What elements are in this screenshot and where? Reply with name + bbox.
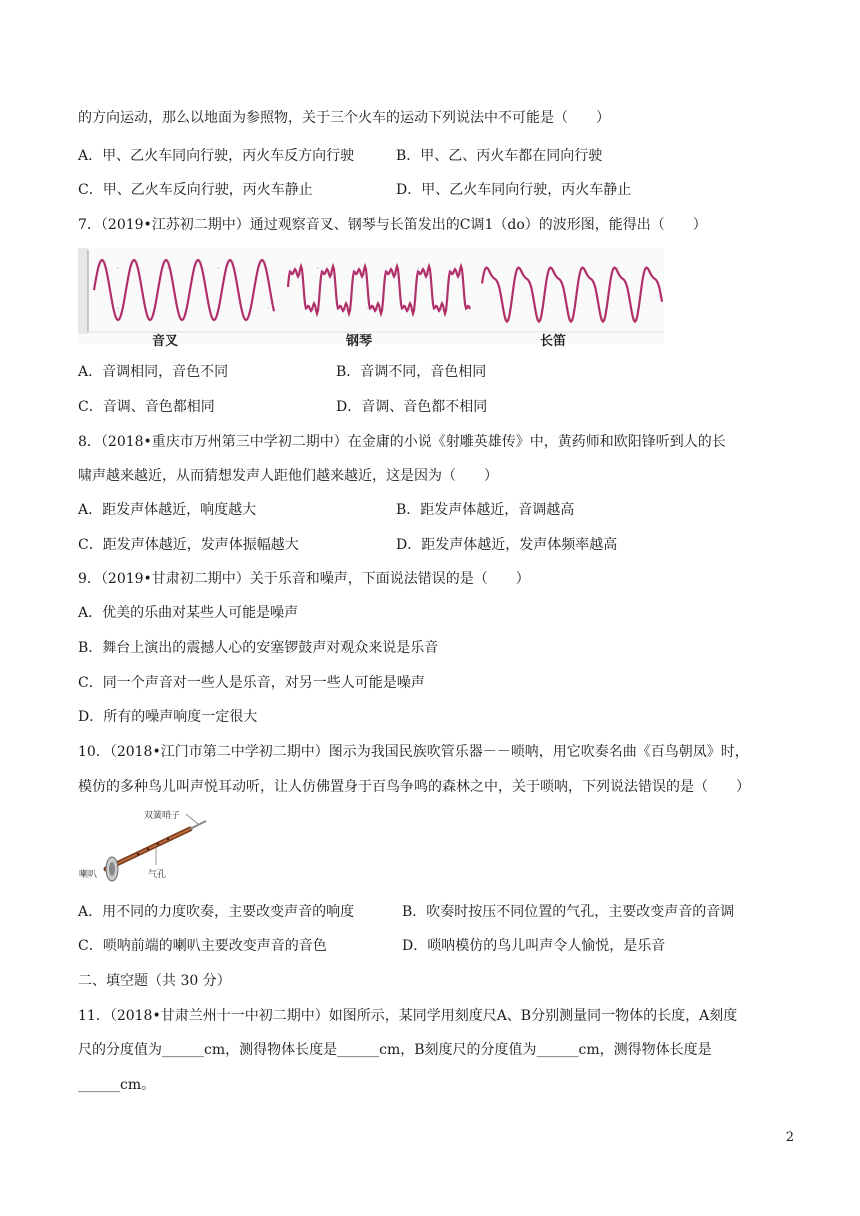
q9-option-a: A．优美的乐曲对某些人可能是噪声 <box>78 605 299 621</box>
q8-option-b: B．距发声体越近，音调越高 <box>396 502 575 518</box>
q9-option-c: C．同一个声音对一些人是乐音，对另一些人可能是噪声 <box>78 675 425 691</box>
q10-option-a: A．用不同的力度吹奏，主要改变声音的响度 <box>78 904 355 920</box>
flute-label: 长笛 <box>540 334 567 349</box>
q6-stem: 的方向运动，那么以地面为参照物，关于三个火车的运动下列说法中不可能是（ ） <box>78 110 610 126</box>
page-number: 2 <box>785 1130 794 1145</box>
q6-option-b: B．甲、乙、丙火车都在同向行驶 <box>396 148 603 164</box>
q10-option-b: B．吹奏时按压不同位置的气孔，主要改变声音的音调 <box>402 904 735 920</box>
q10-option-d: D．唢呐模仿的鸟儿叫声令人愉悦，是乐音 <box>402 938 666 954</box>
q11-stem-line2: 尺的分度值为______cm，测得物体长度是______cm，B刻度尺的分度值为______cm，测得物体长度是 <box>78 1042 712 1058</box>
q6-option-a: A．甲、乙火车同向行驶，丙火车反方向行驶 <box>78 148 355 164</box>
q8-option-c: C．距发声体越近，发声体振幅越大 <box>78 537 299 553</box>
q10-option-c: C．唢呐前端的喇叭主要改变声音的音色 <box>78 938 327 954</box>
q9-option-b: B．舞台上演出的震撼人心的安塞锣鼓声对观众来说是乐音 <box>78 640 439 656</box>
section-title: 二、填空题（共 30 分） <box>78 973 231 989</box>
q10-stem-line2: 模仿的多种鸟儿叫声悦耳动听，让人仿佛置身于百鸟争鸣的森林之中，关于唢呐，下列说法错误的是（ ） <box>78 779 750 795</box>
q9-stem: 9．（2019•甘肃初二期中）关于乐音和噪声，下面说法错误的是（ ） <box>78 571 530 587</box>
q8-stem-line1: 8．（2018•重庆市万州第三中学初二期中）在金庸的小说《射雕英雄传》中，黄药师和欧阳锋听到人的长 <box>78 434 726 450</box>
q6-option-c: C．甲、乙火车反向行驶，丙火车静止 <box>78 182 313 198</box>
q7-stem: 7．（2019•江苏初二期中）通过观察音叉、钢琴与长笛发出的C调1（do）的波形图，能得出（ ） <box>78 217 707 233</box>
tuning-fork-label: 音叉 <box>152 334 179 349</box>
q6-option-d: D．甲、乙火车同向行驶，丙火车静止 <box>396 182 632 198</box>
q7-option-c: C．音调、音色都相同 <box>78 399 215 415</box>
q11-stem-line1: 11．（2018•甘肃兰州十一中初二期中）如图所示，某同学用刻度尺A、B分别测量同一物体的长度，A刻度 <box>78 1008 738 1024</box>
reed-label: 双簧哨子 <box>144 811 181 821</box>
q11-stem-line3: ______cm。 <box>78 1077 156 1093</box>
q8-stem-line2: 啸声越来越近，从而猜想发声人距他们越来越近，这是因为（ ） <box>78 468 498 484</box>
q8-option-a: A．距发声体越近，响度越大 <box>78 502 257 518</box>
q7-option-d: D．音调、音色都不相同 <box>336 399 488 415</box>
q8-option-d: D．距发声体越近，发声体频率越高 <box>396 537 618 553</box>
q10-stem-line1: 10．（2018•江门市第二中学初二期中）图示为我国民族吹管乐器－－唢呐，用它吹奏名曲《百鸟朝凤》时， <box>78 744 749 760</box>
q9-option-d: D．所有的噪声响度一定很大 <box>78 709 258 725</box>
q7-option-a: A．音调相同，音色不同 <box>78 364 229 380</box>
bell-label: 喇叭 <box>79 870 98 880</box>
hole-label: 气孔 <box>148 870 167 880</box>
q7-option-b: B．音调不同，音色相同 <box>336 364 487 380</box>
piano-label: 钢琴 <box>346 334 373 349</box>
